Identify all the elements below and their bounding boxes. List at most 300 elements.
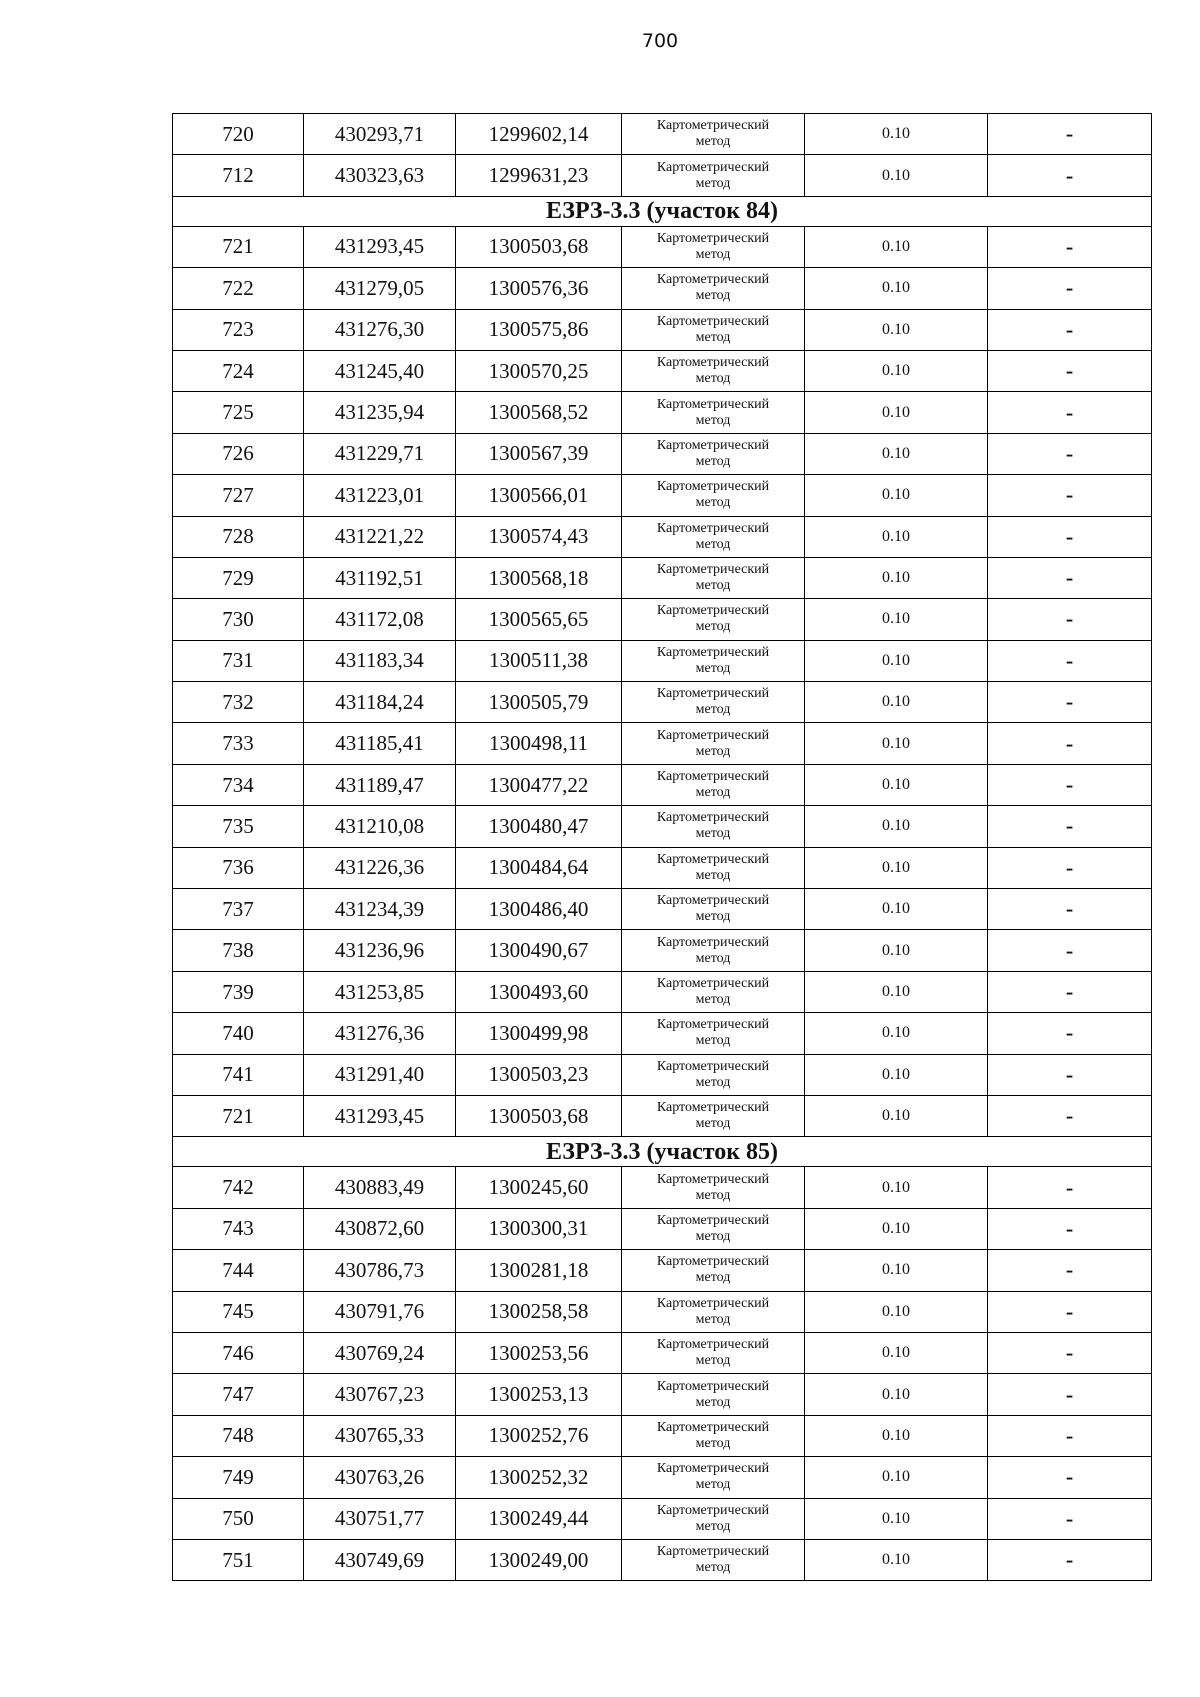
method-line-2: метод bbox=[695, 578, 731, 594]
x-coordinate-cell: 431189,47 bbox=[304, 764, 456, 805]
x-coordinate-cell: 431276,30 bbox=[304, 309, 456, 350]
section-heading: ЕЗРЗ-3.3 (участок 85) bbox=[173, 1137, 1152, 1167]
note-cell: - bbox=[988, 1498, 1152, 1539]
y-coordinate-cell: 1300503,68 bbox=[456, 1095, 622, 1136]
table-row bbox=[173, 971, 1152, 1012]
table-row bbox=[173, 1332, 1152, 1373]
x-coordinate-cell: 431185,41 bbox=[304, 723, 456, 764]
y-coordinate-cell: 1300498,11 bbox=[456, 723, 622, 764]
accuracy-cell: 0.10 bbox=[805, 268, 988, 309]
note-cell: - bbox=[988, 1250, 1152, 1291]
accuracy-cell: 0.10 bbox=[805, 806, 988, 847]
method-line-1: Картометрический bbox=[656, 313, 770, 329]
y-coordinate-cell: 1299602,14 bbox=[456, 114, 622, 155]
method-cell bbox=[622, 433, 805, 474]
table-row bbox=[173, 1539, 1152, 1580]
point-number-cell: 720 bbox=[173, 114, 304, 155]
x-coordinate-cell: 431210,08 bbox=[304, 806, 456, 847]
method-cell bbox=[622, 1208, 805, 1249]
y-coordinate-cell: 1300258,58 bbox=[456, 1291, 622, 1332]
method-line-1: Картометрический bbox=[656, 479, 770, 495]
note-cell: - bbox=[988, 971, 1152, 1012]
note-cell: - bbox=[988, 392, 1152, 433]
method-cell bbox=[622, 1291, 805, 1332]
table-row bbox=[173, 723, 1152, 764]
x-coordinate-cell: 431223,01 bbox=[304, 475, 456, 516]
note-cell: - bbox=[988, 114, 1152, 155]
x-coordinate-cell: 431226,36 bbox=[304, 847, 456, 888]
y-coordinate-cell: 1300574,43 bbox=[456, 516, 622, 557]
method-cell bbox=[622, 640, 805, 681]
point-number-cell: 735 bbox=[173, 806, 304, 847]
y-coordinate-cell: 1300566,01 bbox=[456, 475, 622, 516]
section-heading: ЕЗРЗ-3.3 (участок 84) bbox=[173, 196, 1152, 226]
point-number-cell: 731 bbox=[173, 640, 304, 681]
point-number-cell: 747 bbox=[173, 1374, 304, 1415]
method-line-2: метод bbox=[695, 743, 731, 759]
accuracy-cell: 0.10 bbox=[805, 1054, 988, 1095]
accuracy-cell: 0.10 bbox=[805, 640, 988, 681]
method-line-1: Картометрический bbox=[656, 1058, 770, 1074]
x-coordinate-cell: 430883,49 bbox=[304, 1167, 456, 1208]
note-cell: - bbox=[988, 599, 1152, 640]
accuracy-cell: 0.10 bbox=[805, 1498, 988, 1539]
method-line-2: метод bbox=[695, 1394, 731, 1410]
accuracy-cell: 0.10 bbox=[805, 1291, 988, 1332]
y-coordinate-cell: 1300503,68 bbox=[456, 226, 622, 267]
x-coordinate-cell: 431253,85 bbox=[304, 971, 456, 1012]
y-coordinate-cell: 1300565,65 bbox=[456, 599, 622, 640]
note-cell: - bbox=[988, 1095, 1152, 1136]
table-row bbox=[173, 1498, 1152, 1539]
method-cell bbox=[622, 806, 805, 847]
note-cell: - bbox=[988, 930, 1152, 971]
y-coordinate-cell: 1300486,40 bbox=[456, 889, 622, 930]
table-row bbox=[173, 516, 1152, 557]
method-cell bbox=[622, 930, 805, 971]
table-row bbox=[173, 350, 1152, 391]
y-coordinate-cell: 1300281,18 bbox=[456, 1250, 622, 1291]
point-number-cell: 732 bbox=[173, 682, 304, 723]
method-line-1: Картометрический bbox=[656, 934, 770, 950]
method-line-2: метод bbox=[695, 1435, 731, 1451]
accuracy-cell: 0.10 bbox=[805, 847, 988, 888]
accuracy-cell: 0.10 bbox=[805, 1332, 988, 1373]
note-cell: - bbox=[988, 1332, 1152, 1373]
method-line-1: Картометрический bbox=[656, 230, 770, 246]
note-cell: - bbox=[988, 640, 1152, 681]
method-line-1: Картометрический bbox=[656, 893, 770, 909]
x-coordinate-cell: 431276,36 bbox=[304, 1013, 456, 1054]
accuracy-cell: 0.10 bbox=[805, 433, 988, 474]
method-cell bbox=[622, 1013, 805, 1054]
point-number-cell: 737 bbox=[173, 889, 304, 930]
method-line-2: метод bbox=[695, 1518, 731, 1534]
point-number-cell: 728 bbox=[173, 516, 304, 557]
method-cell bbox=[622, 971, 805, 1012]
accuracy-cell: 0.10 bbox=[805, 1208, 988, 1249]
method-cell bbox=[622, 1374, 805, 1415]
method-cell bbox=[622, 516, 805, 557]
table-row bbox=[173, 1167, 1152, 1208]
section-heading-row bbox=[173, 1137, 1152, 1167]
method-line-1: Картометрический bbox=[656, 118, 770, 134]
method-cell bbox=[622, 1167, 805, 1208]
method-line-2: метод bbox=[695, 1560, 731, 1576]
method-line-2: метод bbox=[695, 1228, 731, 1244]
method-line-1: Картометрический bbox=[656, 810, 770, 826]
method-cell bbox=[622, 350, 805, 391]
note-cell: - bbox=[988, 155, 1152, 196]
method-line-2: метод bbox=[695, 826, 731, 842]
accuracy-cell: 0.10 bbox=[805, 889, 988, 930]
method-line-2: метод bbox=[695, 536, 731, 552]
method-line-2: метод bbox=[695, 175, 731, 191]
method-line-1: Картометрический bbox=[656, 1212, 770, 1228]
note-cell: - bbox=[988, 1167, 1152, 1208]
method-cell bbox=[622, 309, 805, 350]
x-coordinate-cell: 431184,24 bbox=[304, 682, 456, 723]
y-coordinate-cell: 1300570,25 bbox=[456, 350, 622, 391]
method-line-1: Картометрический bbox=[656, 769, 770, 785]
method-line-2: метод bbox=[695, 1187, 731, 1203]
note-cell: - bbox=[988, 268, 1152, 309]
y-coordinate-cell: 1300567,39 bbox=[456, 433, 622, 474]
x-coordinate-cell: 431279,05 bbox=[304, 268, 456, 309]
y-coordinate-cell: 1300575,86 bbox=[456, 309, 622, 350]
point-number-cell: 722 bbox=[173, 268, 304, 309]
y-coordinate-cell: 1300484,64 bbox=[456, 847, 622, 888]
table-row bbox=[173, 268, 1152, 309]
method-line-1: Картометрический bbox=[656, 272, 770, 288]
x-coordinate-cell: 431183,34 bbox=[304, 640, 456, 681]
x-coordinate-cell: 431229,71 bbox=[304, 433, 456, 474]
y-coordinate-cell: 1300493,60 bbox=[456, 971, 622, 1012]
method-line-2: метод bbox=[695, 495, 731, 511]
table-row bbox=[173, 682, 1152, 723]
y-coordinate-cell: 1300252,32 bbox=[456, 1457, 622, 1498]
method-line-2: метод bbox=[695, 1353, 731, 1369]
table-row bbox=[173, 1291, 1152, 1332]
table-row bbox=[173, 114, 1152, 155]
table-row bbox=[173, 1415, 1152, 1456]
accuracy-cell: 0.10 bbox=[805, 1095, 988, 1136]
method-line-1: Картометрический bbox=[656, 603, 770, 619]
x-coordinate-cell: 431234,39 bbox=[304, 889, 456, 930]
method-line-2: метод bbox=[695, 1270, 731, 1286]
point-number-cell: 741 bbox=[173, 1054, 304, 1095]
accuracy-cell: 0.10 bbox=[805, 723, 988, 764]
x-coordinate-cell: 431293,45 bbox=[304, 226, 456, 267]
method-line-2: метод bbox=[695, 1074, 731, 1090]
method-cell bbox=[622, 1539, 805, 1580]
method-line-2: метод bbox=[695, 1116, 731, 1132]
accuracy-cell: 0.10 bbox=[805, 350, 988, 391]
x-coordinate-cell: 430323,63 bbox=[304, 155, 456, 196]
point-number-cell: 746 bbox=[173, 1332, 304, 1373]
y-coordinate-cell: 1300252,76 bbox=[456, 1415, 622, 1456]
point-number-cell: 724 bbox=[173, 350, 304, 391]
x-coordinate-cell: 431245,40 bbox=[304, 350, 456, 391]
accuracy-cell: 0.10 bbox=[805, 1374, 988, 1415]
table-row bbox=[173, 1457, 1152, 1498]
method-cell bbox=[622, 1095, 805, 1136]
x-coordinate-cell: 430872,60 bbox=[304, 1208, 456, 1249]
method-line-2: метод bbox=[695, 246, 731, 262]
table-row bbox=[173, 433, 1152, 474]
method-line-1: Картометрический bbox=[656, 1017, 770, 1033]
method-cell bbox=[622, 1498, 805, 1539]
point-number-cell: 750 bbox=[173, 1498, 304, 1539]
point-number-cell: 721 bbox=[173, 226, 304, 267]
method-cell bbox=[622, 723, 805, 764]
note-cell: - bbox=[988, 847, 1152, 888]
table-row bbox=[173, 640, 1152, 681]
x-coordinate-cell: 430767,23 bbox=[304, 1374, 456, 1415]
y-coordinate-cell: 1300253,13 bbox=[456, 1374, 622, 1415]
point-number-cell: 743 bbox=[173, 1208, 304, 1249]
point-number-cell: 745 bbox=[173, 1291, 304, 1332]
method-line-1: Картометрический bbox=[656, 159, 770, 175]
accuracy-cell: 0.10 bbox=[805, 475, 988, 516]
note-cell: - bbox=[988, 350, 1152, 391]
method-line-1: Картометрический bbox=[656, 1502, 770, 1518]
method-line-1: Картометрический bbox=[656, 686, 770, 702]
x-coordinate-cell: 430763,26 bbox=[304, 1457, 456, 1498]
point-number-cell: 744 bbox=[173, 1250, 304, 1291]
point-number-cell: 733 bbox=[173, 723, 304, 764]
point-number-cell: 726 bbox=[173, 433, 304, 474]
method-line-2: метод bbox=[695, 1477, 731, 1493]
x-coordinate-cell: 430751,77 bbox=[304, 1498, 456, 1539]
y-coordinate-cell: 1300511,38 bbox=[456, 640, 622, 681]
method-line-2: метод bbox=[695, 329, 731, 345]
point-number-cell: 739 bbox=[173, 971, 304, 1012]
accuracy-cell: 0.10 bbox=[805, 1250, 988, 1291]
note-cell: - bbox=[988, 516, 1152, 557]
note-cell: - bbox=[988, 723, 1152, 764]
note-cell: - bbox=[988, 309, 1152, 350]
accuracy-cell: 0.10 bbox=[805, 226, 988, 267]
table-row bbox=[173, 1250, 1152, 1291]
note-cell: - bbox=[988, 226, 1152, 267]
method-cell bbox=[622, 1415, 805, 1456]
point-number-cell: 723 bbox=[173, 309, 304, 350]
y-coordinate-cell: 1300503,23 bbox=[456, 1054, 622, 1095]
method-cell bbox=[622, 226, 805, 267]
accuracy-cell: 0.10 bbox=[805, 971, 988, 1012]
y-coordinate-cell: 1300505,79 bbox=[456, 682, 622, 723]
accuracy-cell: 0.10 bbox=[805, 930, 988, 971]
accuracy-cell: 0.10 bbox=[805, 114, 988, 155]
accuracy-cell: 0.10 bbox=[805, 682, 988, 723]
table-row bbox=[173, 930, 1152, 971]
point-number-cell: 738 bbox=[173, 930, 304, 971]
method-line-2: метод bbox=[695, 867, 731, 883]
point-number-cell: 721 bbox=[173, 1095, 304, 1136]
note-cell: - bbox=[988, 764, 1152, 805]
method-cell bbox=[622, 114, 805, 155]
coordinates-table bbox=[172, 113, 1152, 1581]
method-cell bbox=[622, 155, 805, 196]
method-line-2: метод bbox=[695, 1033, 731, 1049]
table-row bbox=[173, 155, 1152, 196]
x-coordinate-cell: 431221,22 bbox=[304, 516, 456, 557]
table-row bbox=[173, 557, 1152, 598]
table-row bbox=[173, 599, 1152, 640]
point-number-cell: 736 bbox=[173, 847, 304, 888]
x-coordinate-cell: 430791,76 bbox=[304, 1291, 456, 1332]
note-cell: - bbox=[988, 1374, 1152, 1415]
method-line-1: Картометрический bbox=[656, 727, 770, 743]
method-line-1: Картометрический bbox=[656, 1295, 770, 1311]
method-line-1: Картометрический bbox=[656, 976, 770, 991]
note-cell: - bbox=[988, 1291, 1152, 1332]
note-cell: - bbox=[988, 557, 1152, 598]
accuracy-cell: 0.10 bbox=[805, 764, 988, 805]
method-cell bbox=[622, 1054, 805, 1095]
table-row bbox=[173, 1013, 1152, 1054]
point-number-cell: 734 bbox=[173, 764, 304, 805]
note-cell: - bbox=[988, 1415, 1152, 1456]
accuracy-cell: 0.10 bbox=[805, 599, 988, 640]
note-cell: - bbox=[988, 1013, 1152, 1054]
y-coordinate-cell: 1300300,31 bbox=[456, 1208, 622, 1249]
method-cell bbox=[622, 847, 805, 888]
method-line-1: Картометрический bbox=[656, 1419, 770, 1435]
accuracy-cell: 0.10 bbox=[805, 557, 988, 598]
x-coordinate-cell: 430765,33 bbox=[304, 1415, 456, 1456]
point-number-cell: 725 bbox=[173, 392, 304, 433]
accuracy-cell: 0.10 bbox=[805, 1415, 988, 1456]
note-cell: - bbox=[988, 475, 1152, 516]
method-cell bbox=[622, 1457, 805, 1498]
table-row bbox=[173, 309, 1152, 350]
table-row bbox=[173, 1374, 1152, 1415]
method-line-1: Картометрический bbox=[656, 1254, 770, 1270]
method-line-1: Картометрический bbox=[656, 355, 770, 371]
x-coordinate-cell: 430293,71 bbox=[304, 114, 456, 155]
page-number: 700 bbox=[641, 30, 679, 52]
y-coordinate-cell: 1300568,52 bbox=[456, 392, 622, 433]
method-line-2: метод bbox=[695, 660, 731, 676]
note-cell: - bbox=[988, 889, 1152, 930]
x-coordinate-cell: 430749,69 bbox=[304, 1539, 456, 1580]
accuracy-cell: 0.10 bbox=[805, 1457, 988, 1498]
x-coordinate-cell: 431293,45 bbox=[304, 1095, 456, 1136]
method-cell bbox=[622, 557, 805, 598]
note-cell: - bbox=[988, 682, 1152, 723]
y-coordinate-cell: 1299631,23 bbox=[456, 155, 622, 196]
x-coordinate-cell: 430769,24 bbox=[304, 1332, 456, 1373]
method-line-2: метод bbox=[695, 992, 731, 1007]
x-coordinate-cell: 430786,73 bbox=[304, 1250, 456, 1291]
table-row bbox=[173, 889, 1152, 930]
point-number-cell: 742 bbox=[173, 1167, 304, 1208]
table-row bbox=[173, 475, 1152, 516]
point-number-cell: 740 bbox=[173, 1013, 304, 1054]
section-heading-row bbox=[173, 196, 1152, 226]
y-coordinate-cell: 1300499,98 bbox=[456, 1013, 622, 1054]
method-line-2: метод bbox=[695, 619, 731, 635]
method-line-2: метод bbox=[695, 371, 731, 387]
accuracy-cell: 0.10 bbox=[805, 309, 988, 350]
table-row bbox=[173, 764, 1152, 805]
y-coordinate-cell: 1300480,47 bbox=[456, 806, 622, 847]
accuracy-cell: 0.10 bbox=[805, 516, 988, 557]
method-line-1: Картометрический bbox=[656, 851, 770, 867]
method-line-2: метод bbox=[695, 412, 731, 428]
method-line-2: метод bbox=[695, 134, 731, 150]
method-line-2: метод bbox=[695, 1311, 731, 1327]
y-coordinate-cell: 1300477,22 bbox=[456, 764, 622, 805]
y-coordinate-cell: 1300253,56 bbox=[456, 1332, 622, 1373]
y-coordinate-cell: 1300568,18 bbox=[456, 557, 622, 598]
x-coordinate-cell: 431236,96 bbox=[304, 930, 456, 971]
point-number-cell: 748 bbox=[173, 1415, 304, 1456]
y-coordinate-cell: 1300576,36 bbox=[456, 268, 622, 309]
table-row bbox=[173, 1095, 1152, 1136]
note-cell: - bbox=[988, 433, 1152, 474]
method-line-1: Картометрический bbox=[656, 396, 770, 412]
y-coordinate-cell: 1300249,00 bbox=[456, 1539, 622, 1580]
method-line-1: Картометрический bbox=[656, 562, 770, 578]
accuracy-cell: 0.10 bbox=[805, 392, 988, 433]
y-coordinate-cell: 1300490,67 bbox=[456, 930, 622, 971]
x-coordinate-cell: 431172,08 bbox=[304, 599, 456, 640]
note-cell: - bbox=[988, 806, 1152, 847]
method-cell bbox=[622, 268, 805, 309]
method-line-1: Картометрический bbox=[656, 437, 770, 453]
method-cell bbox=[622, 1332, 805, 1373]
table-row bbox=[173, 392, 1152, 433]
method-cell bbox=[622, 475, 805, 516]
method-line-1: Картометрический bbox=[656, 1461, 770, 1477]
table-row bbox=[173, 226, 1152, 267]
method-cell bbox=[622, 764, 805, 805]
method-line-1: Картометрический bbox=[656, 644, 770, 660]
coordinates-table-body bbox=[173, 114, 1152, 1581]
point-number-cell: 749 bbox=[173, 1457, 304, 1498]
point-number-cell: 729 bbox=[173, 557, 304, 598]
point-number-cell: 730 bbox=[173, 599, 304, 640]
point-number-cell: 727 bbox=[173, 475, 304, 516]
note-cell: - bbox=[988, 1457, 1152, 1498]
note-cell: - bbox=[988, 1539, 1152, 1580]
table-row bbox=[173, 1208, 1152, 1249]
accuracy-cell: 0.10 bbox=[805, 1013, 988, 1054]
method-line-2: метод bbox=[695, 785, 731, 801]
method-line-1: Картометрический bbox=[656, 1171, 770, 1187]
method-line-2: метод bbox=[695, 950, 731, 966]
method-line-2: метод bbox=[695, 702, 731, 718]
x-coordinate-cell: 431235,94 bbox=[304, 392, 456, 433]
accuracy-cell: 0.10 bbox=[805, 1539, 988, 1580]
method-line-2: метод bbox=[695, 288, 731, 304]
y-coordinate-cell: 1300245,60 bbox=[456, 1167, 622, 1208]
note-cell: - bbox=[988, 1208, 1152, 1249]
method-cell bbox=[622, 599, 805, 640]
point-number-cell: 751 bbox=[173, 1539, 304, 1580]
method-cell bbox=[622, 682, 805, 723]
method-line-2: метод bbox=[695, 453, 731, 469]
method-cell bbox=[622, 1250, 805, 1291]
x-coordinate-cell: 431291,40 bbox=[304, 1054, 456, 1095]
method-line-2: метод bbox=[695, 909, 731, 925]
method-line-1: Картометрический bbox=[656, 1337, 770, 1353]
x-coordinate-cell: 431192,51 bbox=[304, 557, 456, 598]
table-row bbox=[173, 806, 1152, 847]
